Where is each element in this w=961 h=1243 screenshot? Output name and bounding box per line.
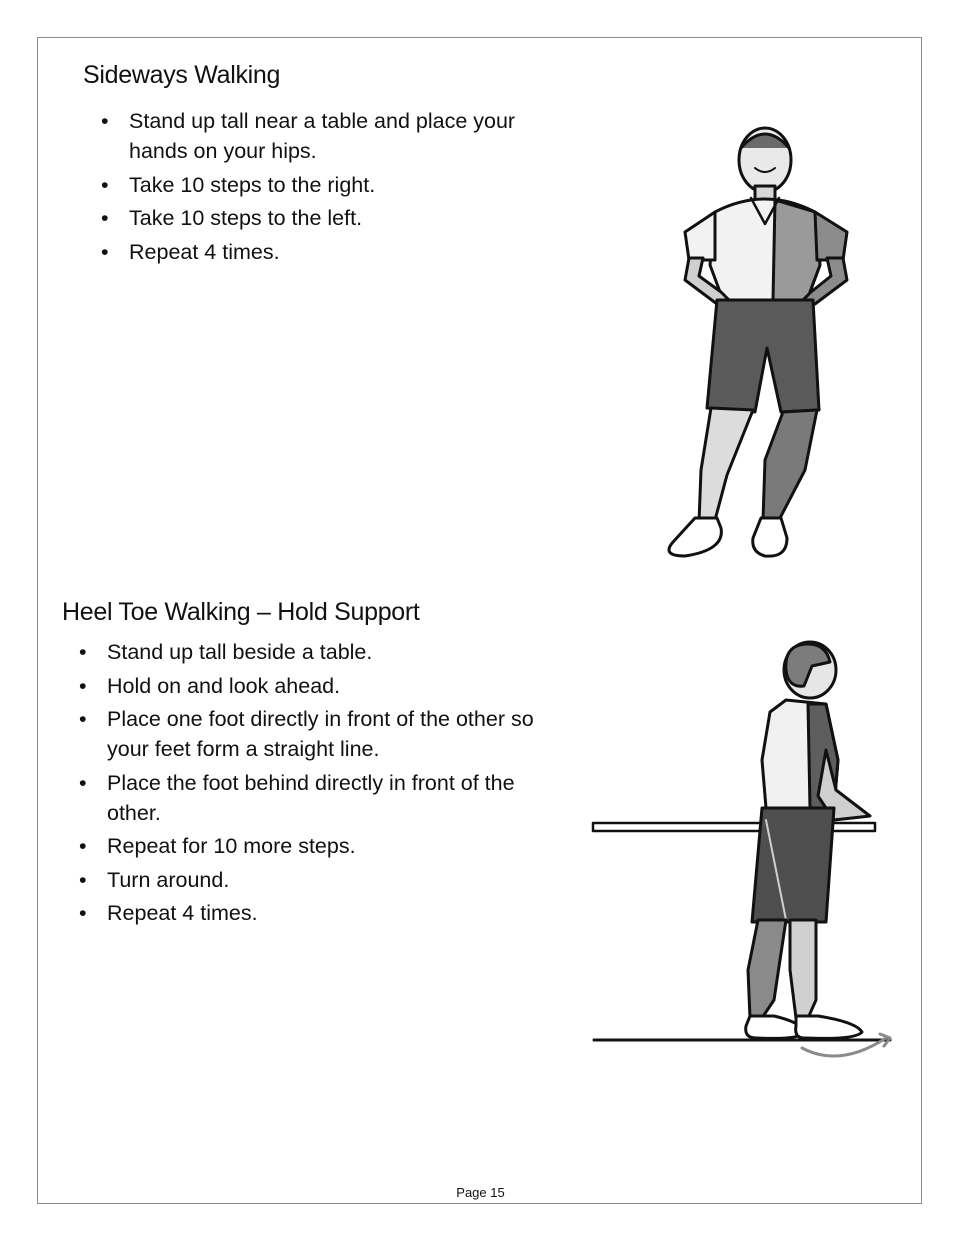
list-item: • Place one foot directly in front of the other so your feet form a straight line. (79, 704, 569, 764)
list-item: • Take 10 steps to the left. (101, 203, 571, 233)
page-number: Page 15 (456, 1185, 505, 1200)
list-item: • Take 10 steps to the right. (101, 170, 571, 200)
list-item: • Stand up tall beside a table. (79, 637, 569, 667)
section-title-heel-toe-walking: Heel Toe Walking – Hold Support (62, 598, 420, 626)
list-item: • Hold on and look ahead. (79, 671, 569, 701)
list-item: • Repeat 4 times. (101, 237, 571, 267)
heel-toe-walking-steps (79, 637, 569, 932)
list-item: • Place the foot behind directly in front of the other. (79, 768, 569, 828)
section-title-sideways-walking: Sideways Walking (83, 61, 281, 89)
list-item: • Turn around. (79, 865, 569, 895)
woman-heel-toe-walking-illustration (590, 640, 895, 1065)
list-item: • Stand up tall near a table and place your hands on your hips. (101, 106, 571, 166)
list-item: • Repeat for 10 more steps. (79, 831, 569, 861)
list-item: • Repeat 4 times. (79, 898, 569, 928)
sideways-walking-steps (101, 106, 571, 270)
man-hands-on-hips-illustration (655, 120, 875, 565)
